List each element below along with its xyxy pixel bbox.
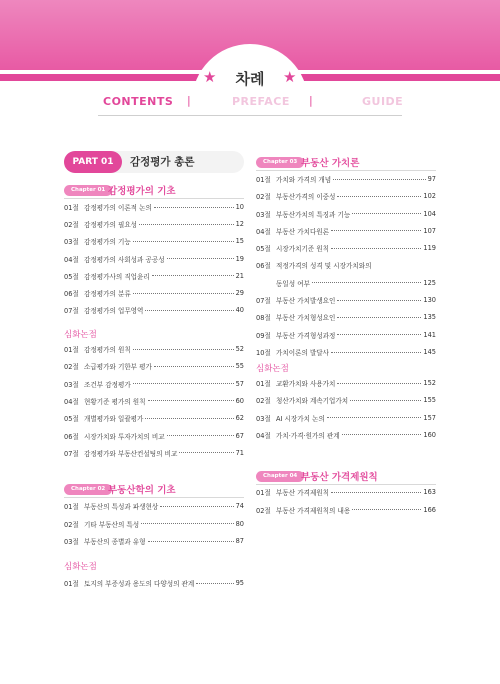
toc-entry[interactable] (256, 412, 436, 424)
toc-entry[interactable] (256, 486, 436, 498)
dot-leader (133, 383, 234, 384)
entry-title: 부동산 가격제원칙의 내용 (276, 506, 351, 515)
dot-leader (331, 230, 421, 231)
toc-entry[interactable] (256, 329, 436, 341)
dot-leader (145, 310, 233, 311)
dot-leader (133, 349, 234, 350)
entry-page: 157 (423, 413, 436, 422)
entry-title: 감정평가의 사회성과 공공성 (84, 255, 165, 264)
toc-entry[interactable] (256, 173, 436, 185)
entry-page: 15 (235, 237, 244, 246)
toc-entry[interactable] (64, 201, 244, 213)
entry-page: 104 (423, 209, 436, 218)
toc-entry[interactable] (64, 412, 244, 424)
entry-number: 09절 (256, 331, 271, 340)
entry-title: 부동산 가격제원칙 (276, 489, 330, 497)
toc-entry[interactable] (256, 190, 436, 202)
dot-leader (139, 224, 234, 225)
toc-entry[interactable] (64, 577, 244, 589)
entry-title: 감정평가의 분류 (84, 290, 131, 298)
entry-number: 05절 (64, 415, 79, 424)
entry-number: 03절 (64, 238, 79, 247)
dot-leader (152, 275, 234, 276)
toc-entry[interactable] (256, 377, 436, 389)
dot-leader (337, 300, 421, 301)
entry-page: 141 (423, 330, 436, 339)
entry-page: 95 (235, 579, 244, 587)
entry-title: 감정평가의 원칙 (84, 346, 131, 354)
entry-title: 감정평가의 업무영역 (84, 307, 144, 316)
entry-page: 166 (423, 505, 436, 514)
entry-title: 가치와 가격의 개념 (276, 176, 332, 184)
entry-title: 부동산 가치다원론 (276, 227, 330, 236)
entry-page: 130 (423, 296, 436, 305)
entry-title: 부동산 가치발생요인 (276, 297, 336, 306)
entry-number: 07절 (64, 449, 79, 458)
dot-leader (352, 213, 421, 214)
entry-page: 71 (235, 448, 244, 457)
entry-title: 현황기준 평가의 원칙 (84, 397, 146, 406)
part-title: 감정평가 총론 (130, 156, 195, 168)
entry-number: 02절 (256, 193, 271, 202)
entry-title: 부동산 가치형성요인 (276, 314, 336, 323)
toc-entry[interactable] (64, 430, 244, 442)
entry-title: 동일성 여부 (276, 279, 310, 288)
toc-entry[interactable] (64, 378, 244, 390)
entry-title: 소급평가와 기한부 평가 (84, 363, 152, 372)
nav-separator: | (187, 94, 191, 107)
toc-entry[interactable] (64, 447, 244, 459)
entry-number: 01절 (64, 346, 79, 354)
entry-number: 01절 (64, 503, 79, 511)
toc-entry[interactable] (256, 429, 436, 441)
toc-entry[interactable] (64, 500, 244, 512)
entry-page: 102 (423, 192, 436, 201)
entry-page: 80 (235, 519, 244, 528)
dot-leader (196, 583, 233, 584)
entry-page: 40 (235, 306, 244, 315)
entry-number: 04절 (256, 227, 271, 236)
entry-title: 부동산 가격형성과정 (276, 331, 336, 340)
entry-number: 02절 (64, 520, 79, 529)
toc-entry[interactable] (64, 518, 244, 530)
entry-page: 74 (235, 502, 244, 510)
entry-number: 08절 (256, 314, 271, 323)
star-icon-left: ★ (203, 68, 217, 86)
dot-leader (327, 417, 422, 418)
entry-number: 01절 (64, 204, 79, 212)
dot-leader (154, 207, 234, 208)
entry-title: 교환가치와 사용가치 (276, 380, 336, 388)
entry-title: 가치·가격·원가의 관계 (276, 431, 340, 440)
toc-entry[interactable] (256, 260, 436, 270)
nav-separator: | (309, 94, 313, 107)
entry-number: 10절 (256, 349, 271, 357)
dot-leader (337, 334, 421, 335)
chapter-title: 부동산학의 기초 (108, 485, 176, 496)
toc-entry[interactable] (256, 294, 436, 306)
entry-title: 부동산의 종별과 유형 (84, 538, 146, 546)
entry-page: 107 (423, 226, 436, 235)
dot-leader (312, 282, 421, 283)
page-title: 차례 (235, 70, 265, 88)
section-title: 심화논점 (256, 364, 289, 374)
entry-title: 적정가격의 성격 및 시장가치와의 (276, 261, 372, 270)
dot-leader (145, 418, 233, 419)
chapter-rule (256, 484, 436, 485)
entry-number: 06절 (256, 261, 271, 270)
dot-leader (179, 452, 233, 453)
dot-leader (350, 400, 421, 401)
entry-number: 05절 (64, 272, 79, 281)
entry-title: 청산가치와 계속기업가치 (276, 397, 349, 406)
dot-leader (133, 241, 234, 242)
chapter-badge: Chapter 04 (256, 471, 304, 482)
entry-title: 감정평가의 이론적 논의 (84, 204, 152, 212)
chapter-badge: Chapter 02 (64, 484, 112, 495)
entry-title: 감정평가와 부동산컨설팅의 비교 (84, 449, 178, 458)
entry-page: 10 (235, 203, 244, 211)
toc-entry[interactable] (64, 235, 244, 247)
section-title: 심화논점 (64, 562, 97, 572)
entry-title: 부동산가치의 특징과 기능 (276, 210, 351, 219)
toc-entry[interactable] (64, 343, 244, 355)
dot-leader (331, 492, 421, 493)
chapter-badge: Chapter 01 (64, 185, 112, 196)
entry-number: 05절 (256, 245, 271, 254)
toc-entry[interactable] (64, 218, 244, 230)
chapter-rule (64, 497, 244, 498)
entry-title: 조건부 감정평가 (84, 380, 131, 389)
entry-number: 01절 (256, 489, 271, 497)
nav-contents[interactable]: CONTENTS (103, 95, 174, 108)
entry-page: 152 (423, 379, 436, 387)
entry-page: 119 (423, 244, 436, 253)
toc-entry[interactable] (256, 242, 436, 254)
entry-title: 감정평가사의 직업윤리 (84, 272, 150, 281)
nav-preface[interactable]: PREFACE (232, 95, 290, 108)
entry-page: 97 (427, 175, 436, 183)
entry-page: 125 (423, 278, 436, 287)
toc-entry[interactable] (64, 304, 244, 316)
entry-page: 135 (423, 313, 436, 322)
nav-divider (98, 115, 402, 116)
entry-page: 12 (235, 220, 244, 229)
chapter-title: 부동산 가격제원칙 (301, 472, 378, 483)
chapter-title: 부동산 가치론 (301, 158, 360, 169)
entry-title: 부동산의 특성과 파생현상 (84, 503, 159, 511)
dot-leader (331, 248, 421, 249)
dot-leader (154, 366, 234, 367)
entry-title: 토지의 부증성과 용도의 다양성의 관계 (84, 580, 195, 588)
dot-leader (167, 258, 234, 259)
entry-page: 163 (423, 488, 436, 496)
entry-page: 155 (423, 396, 436, 405)
dot-leader (333, 179, 425, 180)
entry-number: 01절 (64, 580, 79, 588)
toc-entry[interactable] (256, 504, 436, 516)
star-icon-right: ★ (283, 68, 297, 86)
dot-leader (352, 509, 421, 510)
entry-number: 03절 (256, 414, 271, 423)
entry-page: 19 (235, 254, 244, 263)
dot-leader (337, 317, 421, 318)
entry-page: 87 (235, 537, 244, 545)
chapter-badge: Chapter 03 (256, 157, 304, 168)
entry-page: 21 (235, 271, 244, 280)
entry-number: 07절 (64, 307, 79, 316)
entry-page: 60 (235, 396, 244, 405)
entry-title: 기타 부동산의 특성 (84, 520, 140, 529)
entry-page: 62 (235, 414, 244, 423)
toc-entry[interactable] (256, 208, 436, 220)
dot-leader (160, 506, 233, 507)
toc-entry[interactable] (64, 360, 244, 372)
entry-page: 55 (235, 362, 244, 371)
toc-entry[interactable] (64, 395, 244, 407)
entry-title: AI 시장가치 논의 (276, 414, 325, 423)
entry-number: 02절 (64, 363, 79, 372)
toc-entry[interactable] (256, 311, 436, 323)
entry-number: 04절 (64, 255, 79, 264)
entry-page: 57 (235, 379, 244, 388)
section-title: 심화논점 (64, 330, 97, 340)
entry-title: 개별평가와 일괄평가 (84, 415, 144, 424)
chapter-title: 감정평가의 기초 (108, 186, 176, 197)
entry-title: 감정평가의 기능 (84, 238, 131, 247)
toc-entry[interactable] (256, 225, 436, 237)
toc-entry[interactable] (256, 346, 436, 358)
chapter-rule (64, 198, 244, 199)
entry-page: 160 (423, 430, 436, 439)
dot-leader (167, 435, 234, 436)
dot-leader (148, 541, 234, 542)
toc-entry[interactable] (64, 535, 244, 547)
entry-page: 145 (423, 348, 436, 356)
entry-number: 02절 (64, 221, 79, 230)
dot-leader (148, 400, 234, 401)
entry-title: 가치이론의 발달사 (276, 349, 330, 357)
entry-number: 06절 (64, 432, 79, 441)
entry-number: 02절 (256, 397, 271, 406)
toc-entry[interactable] (64, 287, 244, 299)
dot-leader (337, 196, 421, 197)
entry-number: 07절 (256, 297, 271, 306)
entry-page: 67 (235, 431, 244, 440)
toc-entry[interactable] (64, 270, 244, 282)
dot-leader (331, 352, 421, 353)
entry-number: 04절 (256, 431, 271, 440)
entry-number: 02절 (256, 506, 271, 515)
dot-leader (337, 383, 421, 384)
entry-page: 29 (235, 289, 244, 297)
entry-number: 03절 (64, 538, 79, 546)
entry-page: 52 (235, 345, 244, 353)
dot-leader (141, 523, 233, 524)
entry-number: 04절 (64, 397, 79, 406)
entry-title: 시장가치와 투자가치의 비교 (84, 432, 165, 441)
toc-entry[interactable] (64, 253, 244, 265)
entry-number: 03절 (64, 380, 79, 389)
toc-entry[interactable] (256, 394, 436, 406)
entry-number: 01절 (256, 176, 271, 184)
entry-number: 01절 (256, 380, 271, 388)
entry-title: 부동산가격의 이중성 (276, 193, 336, 202)
nav-guide[interactable]: GUIDE (362, 95, 404, 108)
entry-number: 03절 (256, 210, 271, 219)
toc-entry[interactable] (256, 277, 436, 289)
entry-title: 시장가치기준 원칙 (276, 245, 330, 254)
dot-leader (342, 434, 422, 435)
dot-leader (133, 293, 234, 294)
part-badge: PART 01 (64, 151, 122, 173)
entry-title: 감정평가의 필요성 (84, 221, 138, 230)
entry-number: 06절 (64, 290, 79, 298)
chapter-rule (256, 170, 436, 171)
